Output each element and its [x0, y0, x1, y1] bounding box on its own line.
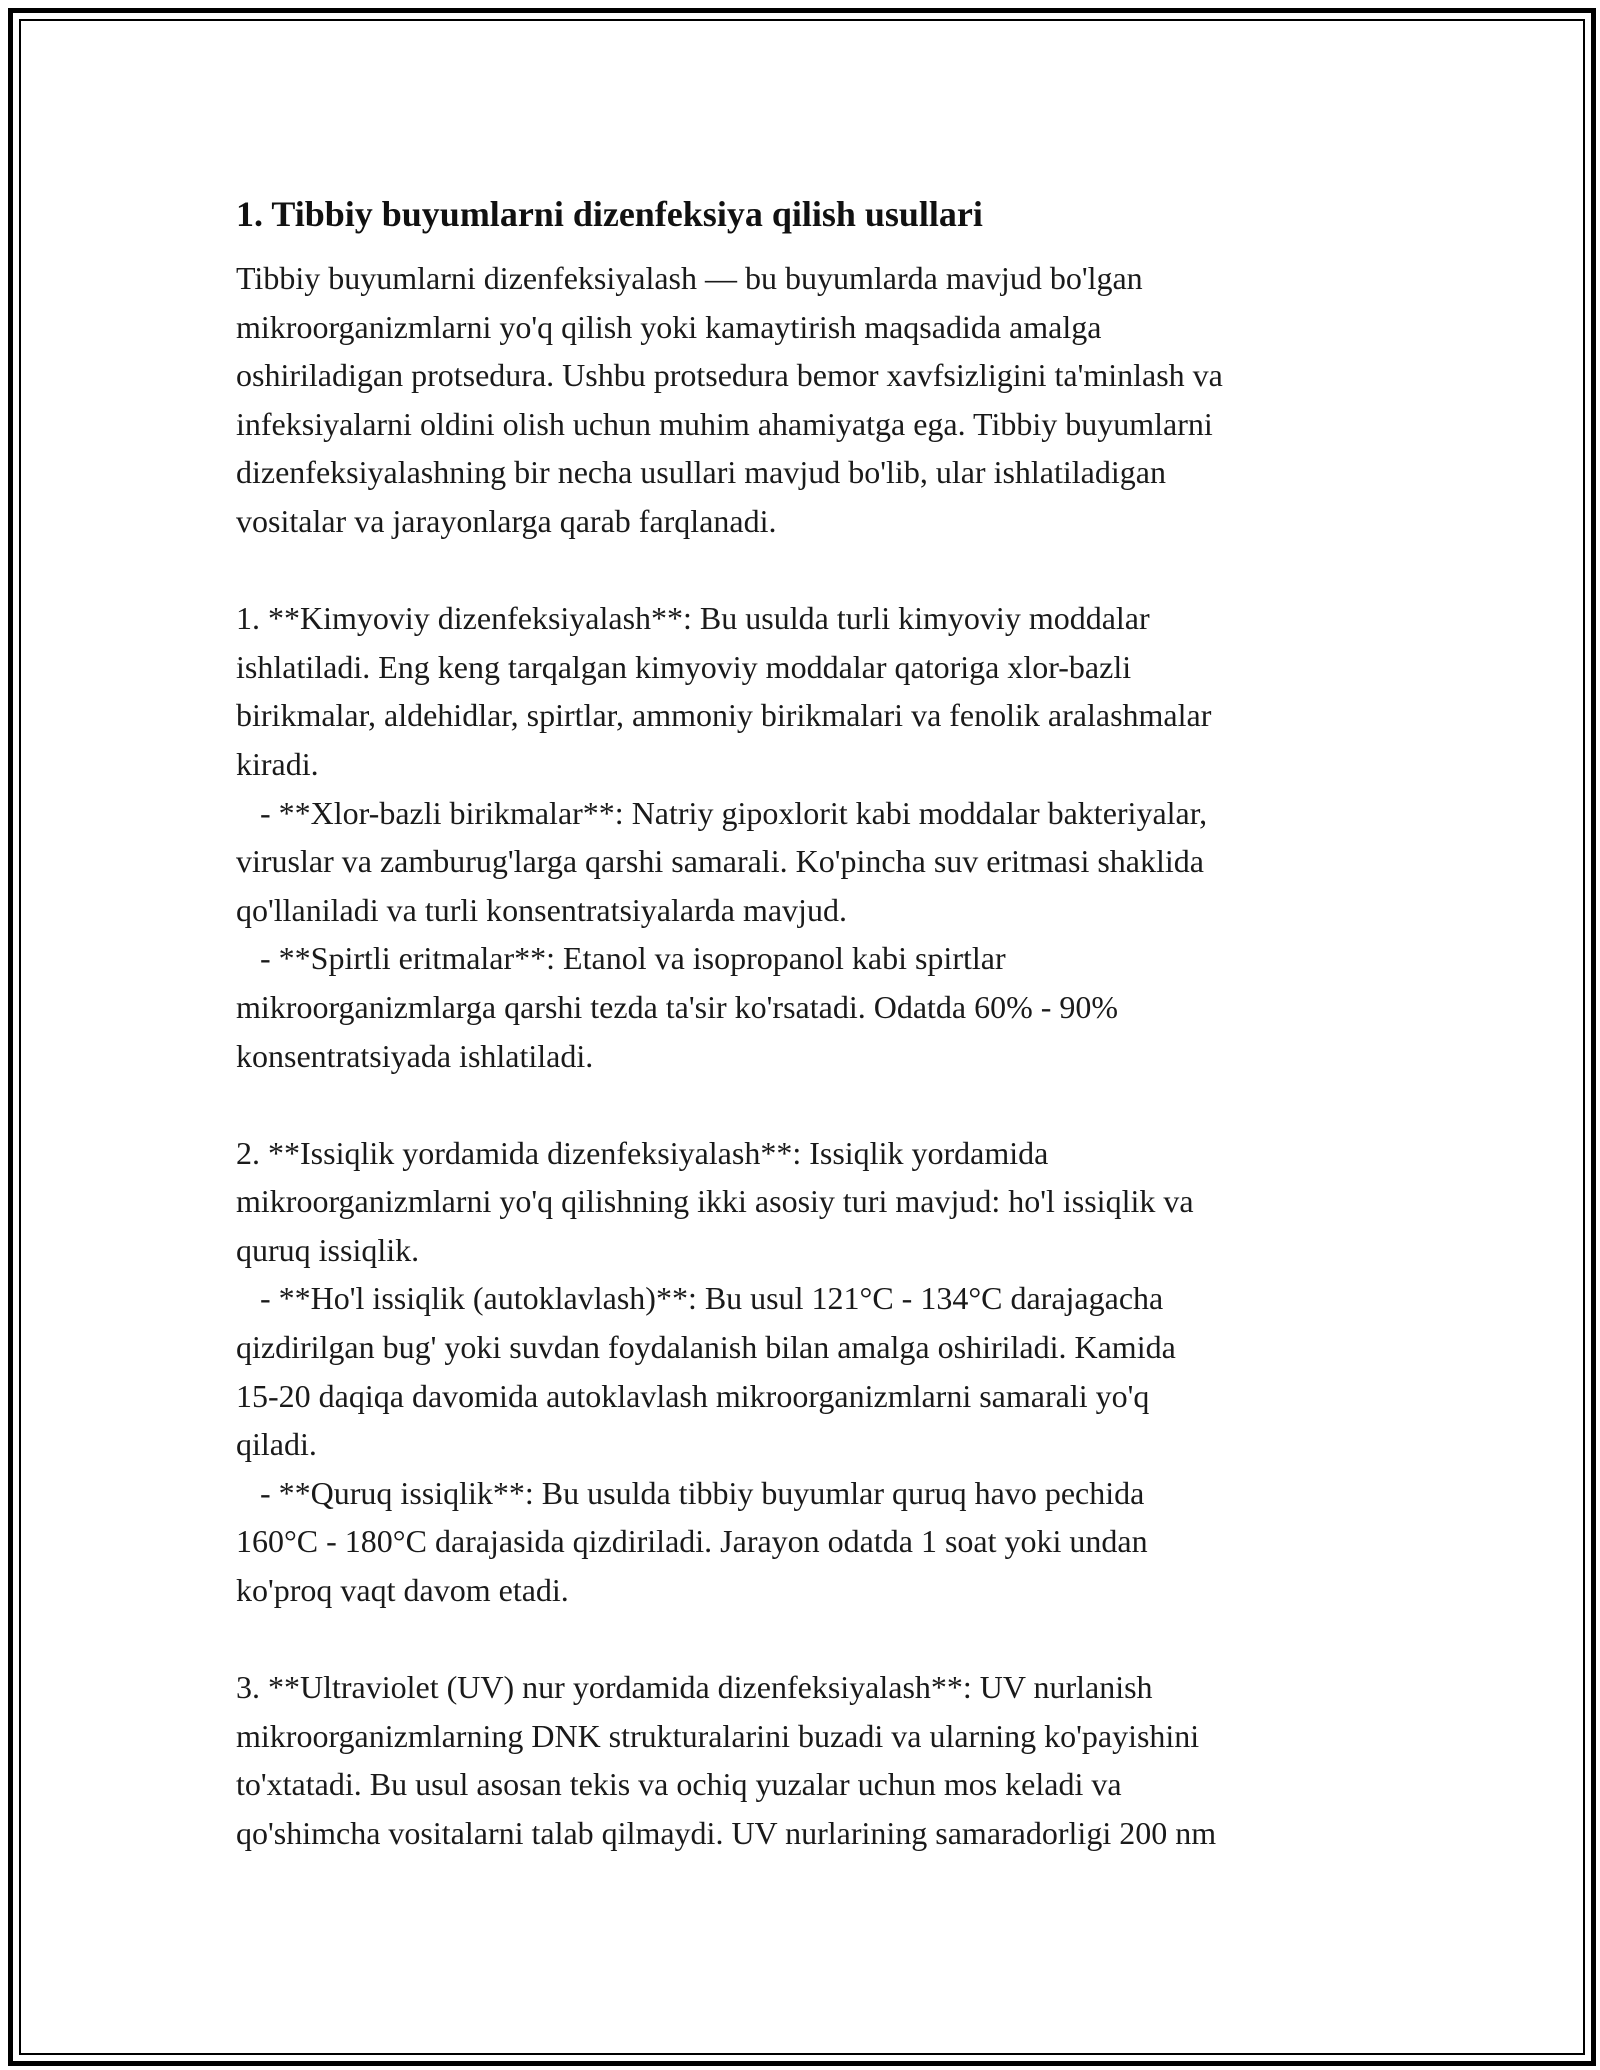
document-page — [236, 188, 1396, 1858]
document-title: 1. Tibbiy buyumlarni dizenfeksiya qilish usullari — [236, 194, 983, 234]
document-body-text: Tibbiy buyumlarni dizenfeksiyalash — bu buyumlarda mavjud bo'lgan mikroorganizmlarni yo'q qilish yoki kamaytirish maqsadida amalga oshiriladigan protsedura. Ushbu protsedura bemor xavfsizligini ta'minlash va infeksiyalarni oldini olish uchun muhim ahamiyatga ega. Tibbiy buyumlarni dizenfeksiyalashning bir necha usullari mavjud bo'lib, ular ishlatiladigan vositalar va jarayonlarga qarab farqlanadi. 1. **Kimyoviy dizenfeksiyalash**: Bu usulda turli kimyoviy moddalar ishlatiladi. Eng keng tarqalgan kimyoviy moddalar qatoriga xlor-bazli birikmalar, aldehidlar, spirtlar, ammoniy birikmalari va fenolik aralashmalar kiradi. - **Xlor-bazli birikmalar**: Natriy gipoxlorit kabi moddalar bakteriyalar, viruslar va zamburug'larga qarshi samarali. Ko'pincha suv eritmasi shaklida qo'llaniladi va turli konsentratsiyalarda mavjud. - **Spirtli eritmalar**: Etanol va isopropanol kabi spirtlar mikroorganizmlarga qarshi tezda ta'sir ko'rsatadi. Odatda 60% - 90% konsentratsiyada ishlatiladi. 2. **Issiqlik yordamida dizenfeksiyalash**: Issiqlik yordamida mikroorganizmlarni yo'q qilishning ikki asosiy turi mavjud: ho'l issiqlik va quruq issiqlik. - **Ho'l issiqlik (autoklavlash)**: Bu usul 121°C - 134°C darajagacha qizdirilgan bug' yoki suvdan foydalanish bilan amalga oshiriladi. Kamida 15-20 daqiqa davomida autoklavlash mikroorganizmlarni samarali yo'q qiladi. - **Quruq issiqlik**: Bu usulda tibbiy buyumlar quruq havo pechida 160°C - 180°C darajasida qizdiriladi. Jarayon odatda 1 soat yoki undan ko'proq vaqt davom etadi. 3. **Ultraviolet (UV) nur yordamida dizenfeksiyalash**: UV nurlanish mikroorganizmlarning DNK strukturalarini buzadi va ularning ko'payishini to'xtatadi. Bu usul asosan tekis va ochiq yuzalar uchun mos keladi va qo'shimcha vositalarni talab qilmaydi. UV nurlarining samaradorligi 200 nm — [236, 260, 1223, 1851]
